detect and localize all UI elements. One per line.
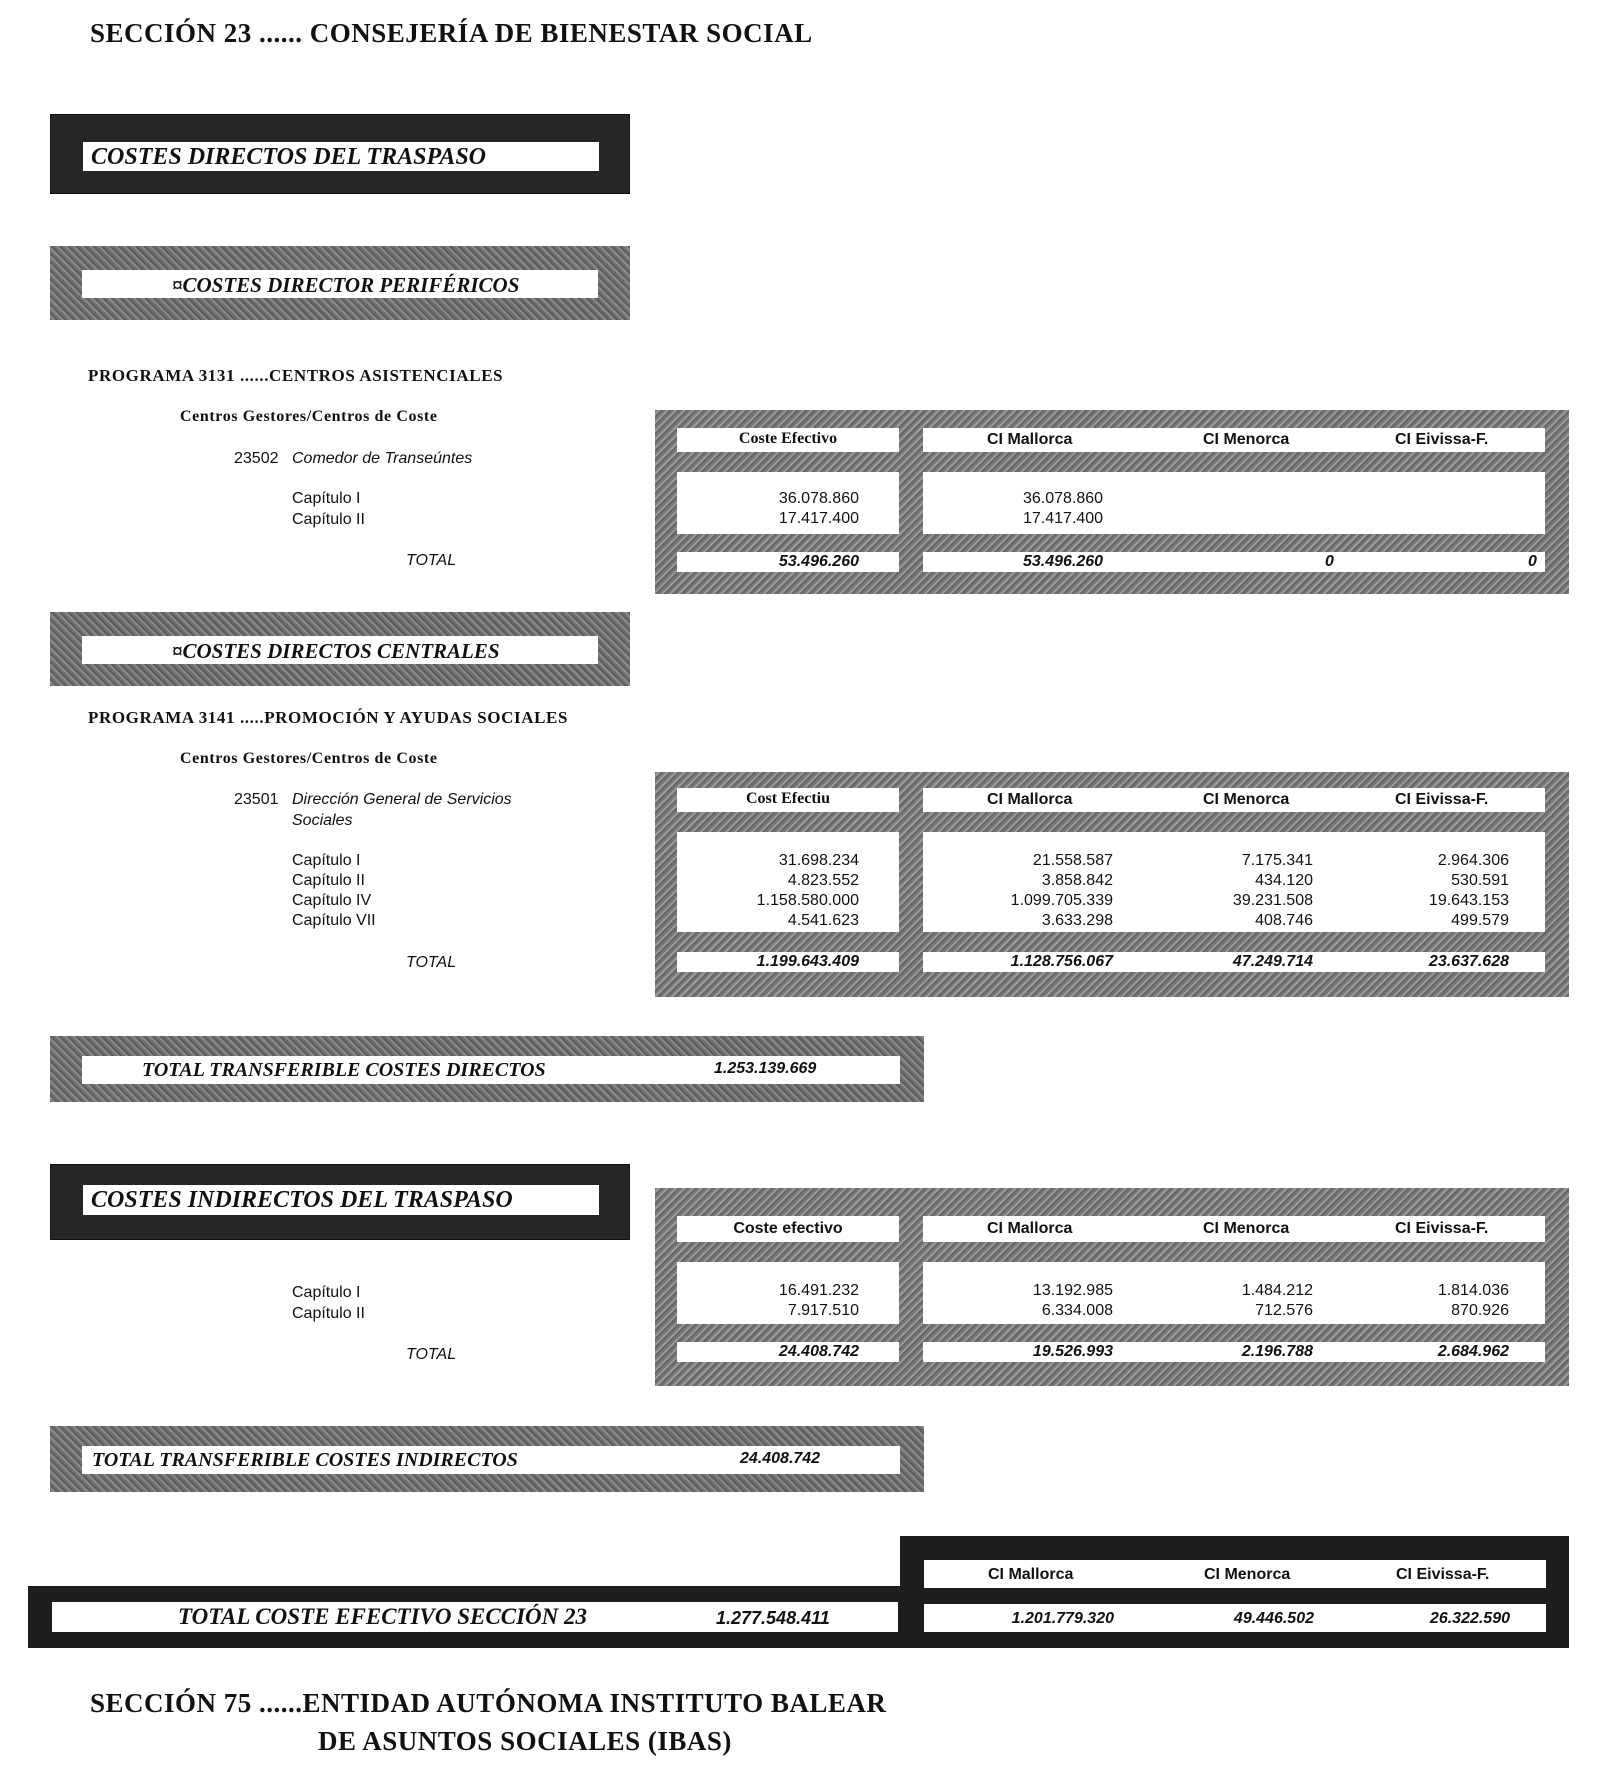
table-cell: 1.099.705.339	[1010, 892, 1113, 909]
total-indirectos-value: 24.408.742	[740, 1450, 821, 1467]
table-cell: 4.541.623	[787, 912, 859, 929]
total-cell: 19.526.993	[1032, 1343, 1113, 1360]
table-cell: 6.334.008	[1041, 1302, 1113, 1319]
col-header: CI Mallorca	[987, 431, 1073, 448]
table-cell: 1.484.212	[1241, 1282, 1313, 1299]
table-cell: 530.591	[1451, 872, 1509, 889]
row-label: Capítulo I	[292, 1284, 361, 1301]
final-total-frame	[28, 1586, 908, 1648]
total-cell: 53.496.260	[778, 553, 859, 570]
section-23-title: SECCIÓN 23 ...... CONSEJERÍA DE BIENESTAR SOCIAL	[90, 18, 813, 48]
band-centrales-title: ¤COSTES DIRECTOS CENTRALES	[172, 639, 500, 663]
total-label: TOTAL	[406, 1346, 457, 1363]
col-header: CI Eivissa-F.	[1396, 1566, 1490, 1583]
final-mallorca: 1.201.779.320	[1011, 1610, 1114, 1627]
col-header: CI Eivissa-F.	[1395, 1220, 1489, 1237]
row-label: Capítulo II	[292, 872, 365, 889]
table-cell: 408.746	[1255, 912, 1313, 929]
total-cell: 2.196.788	[1241, 1343, 1313, 1360]
table-cell: 3.858.842	[1041, 872, 1113, 889]
band-costes-indirectos	[50, 1164, 630, 1240]
table-cell: 434.120	[1255, 872, 1313, 889]
total-directos-label: TOTAL TRANSFERIBLE COSTES DIRECTOS	[142, 1059, 546, 1081]
table-cell: 7.175.341	[1241, 852, 1313, 869]
table-cell: 13.192.985	[1032, 1282, 1113, 1299]
table-cell: 17.417.400	[778, 510, 859, 527]
section-75-title-line2: DE ASUNTOS SOCIALES (IBAS)	[318, 1726, 732, 1756]
table-direccion-general	[655, 772, 1569, 997]
table-comedor	[655, 410, 1569, 594]
total-directos-value: 1.253.139.669	[714, 1060, 817, 1077]
band-perifericos-title: ¤COSTES DIRECTOR PERIFÉRICOS	[172, 273, 520, 297]
table-cell: 21.558.587	[1032, 852, 1113, 869]
total-cell: 1.199.643.409	[756, 953, 859, 970]
total-cell: 0	[1528, 553, 1537, 570]
table-cell: 712.576	[1255, 1302, 1313, 1319]
col-header: CI Menorca	[1203, 1220, 1290, 1237]
table-cell: 499.579	[1451, 912, 1509, 929]
row-label: Capítulo II	[292, 1305, 365, 1322]
table-cell: 31.698.234	[778, 852, 859, 869]
row-label: Capítulo II	[292, 511, 365, 528]
total-cell: 24.408.742	[778, 1343, 859, 1360]
row-label: Capítulo VII	[292, 912, 376, 929]
table-indirectos	[655, 1188, 1569, 1386]
table-cell: 39.231.508	[1232, 892, 1313, 909]
col-header: CI Menorca	[1203, 431, 1290, 448]
row-label: Capítulo I	[292, 852, 361, 869]
table-cell: 19.643.153	[1428, 892, 1509, 909]
final-regions-frame	[900, 1536, 1569, 1648]
centros-gestores-label-1: Centros Gestores/Centros de Coste	[180, 408, 438, 425]
table-cell: 17.417.400	[1023, 510, 1104, 527]
centro-name-line1: Dirección General de Servicios	[292, 791, 512, 808]
table-cell: 36.078.860	[778, 490, 859, 507]
table-cell: 3.633.298	[1041, 912, 1113, 929]
table-cell: 4.823.552	[787, 872, 859, 889]
row-label: Capítulo IV	[292, 892, 372, 909]
centros-gestores-label-2: Centros Gestores/Centros de Coste	[180, 750, 438, 767]
centro-code-23501: 23501	[234, 791, 279, 808]
col-header: CI Mallorca	[987, 1220, 1073, 1237]
programa-3131: PROGRAMA 3131 ......CENTROS ASISTENCIALES	[88, 366, 504, 385]
programa-3141: PROGRAMA 3141 .....PROMOCIÓN Y AYUDAS SOCIALES	[88, 708, 569, 727]
table-cell: 870.926	[1451, 1302, 1509, 1319]
col-header: Coste Efectivo	[738, 430, 838, 447]
total-cell: 23.637.628	[1428, 953, 1509, 970]
col-header: CI Menorca	[1203, 791, 1290, 808]
table-cell: 7.917.510	[787, 1302, 859, 1319]
col-header: Coste efectivo	[733, 1220, 843, 1237]
col-header: CI Eivissa-F.	[1395, 791, 1489, 808]
band-costes-directos	[50, 114, 630, 194]
total-directos-band	[50, 1036, 924, 1102]
table-cell: 16.491.232	[778, 1282, 859, 1299]
total-indirectos-label: TOTAL TRANSFERIBLE COSTES INDIRECTOS	[92, 1449, 518, 1471]
band-costes-indirectos-title: COSTES INDIRECTOS DEL TRASPASO	[91, 1187, 513, 1213]
final-total-value: 1.277.548.411	[716, 1608, 830, 1628]
table-cell: 36.078.860	[1023, 490, 1104, 507]
centro-name-line2: Sociales	[292, 812, 353, 829]
col-header: CI Eivissa-F.	[1395, 431, 1489, 448]
centro-name-comedor: Comedor de Transeúntes	[292, 450, 473, 467]
total-cell: 1.128.756.067	[1010, 953, 1113, 970]
col-header: Cost Efectiu	[746, 790, 830, 807]
table-cell: 1.158.580.000	[756, 892, 859, 909]
total-cell: 2.684.962	[1437, 1343, 1509, 1360]
total-indirectos-band	[50, 1426, 924, 1492]
total-cell: 0	[1325, 553, 1334, 570]
final-eivissa: 26.322.590	[1429, 1610, 1510, 1627]
final-total-label: TOTAL COSTE EFECTIVO SECCIÓN 23	[178, 1604, 587, 1629]
col-header: CI Mallorca	[988, 1566, 1074, 1583]
section-75-title-line1: SECCIÓN 75 ......ENTIDAD AUTÓNOMA INSTITUTO BALEAR	[90, 1688, 887, 1718]
col-header: CI Mallorca	[987, 791, 1073, 808]
table-cell: 2.964.306	[1437, 852, 1509, 869]
total-cell: 47.249.714	[1232, 953, 1313, 970]
total-label: TOTAL	[406, 954, 457, 971]
total-label: TOTAL	[406, 552, 457, 569]
total-cell: 53.496.260	[1023, 553, 1104, 570]
band-centrales	[50, 612, 630, 686]
col-header: CI Menorca	[1204, 1566, 1291, 1583]
final-menorca: 49.446.502	[1233, 1610, 1314, 1627]
band-perifericos	[50, 246, 630, 320]
centro-code-23502: 23502	[234, 450, 279, 467]
table-cell: 1.814.036	[1437, 1282, 1509, 1299]
band-costes-directos-title: COSTES DIRECTOS DEL TRASPASO	[91, 144, 487, 170]
row-label: Capítulo I	[292, 490, 361, 507]
